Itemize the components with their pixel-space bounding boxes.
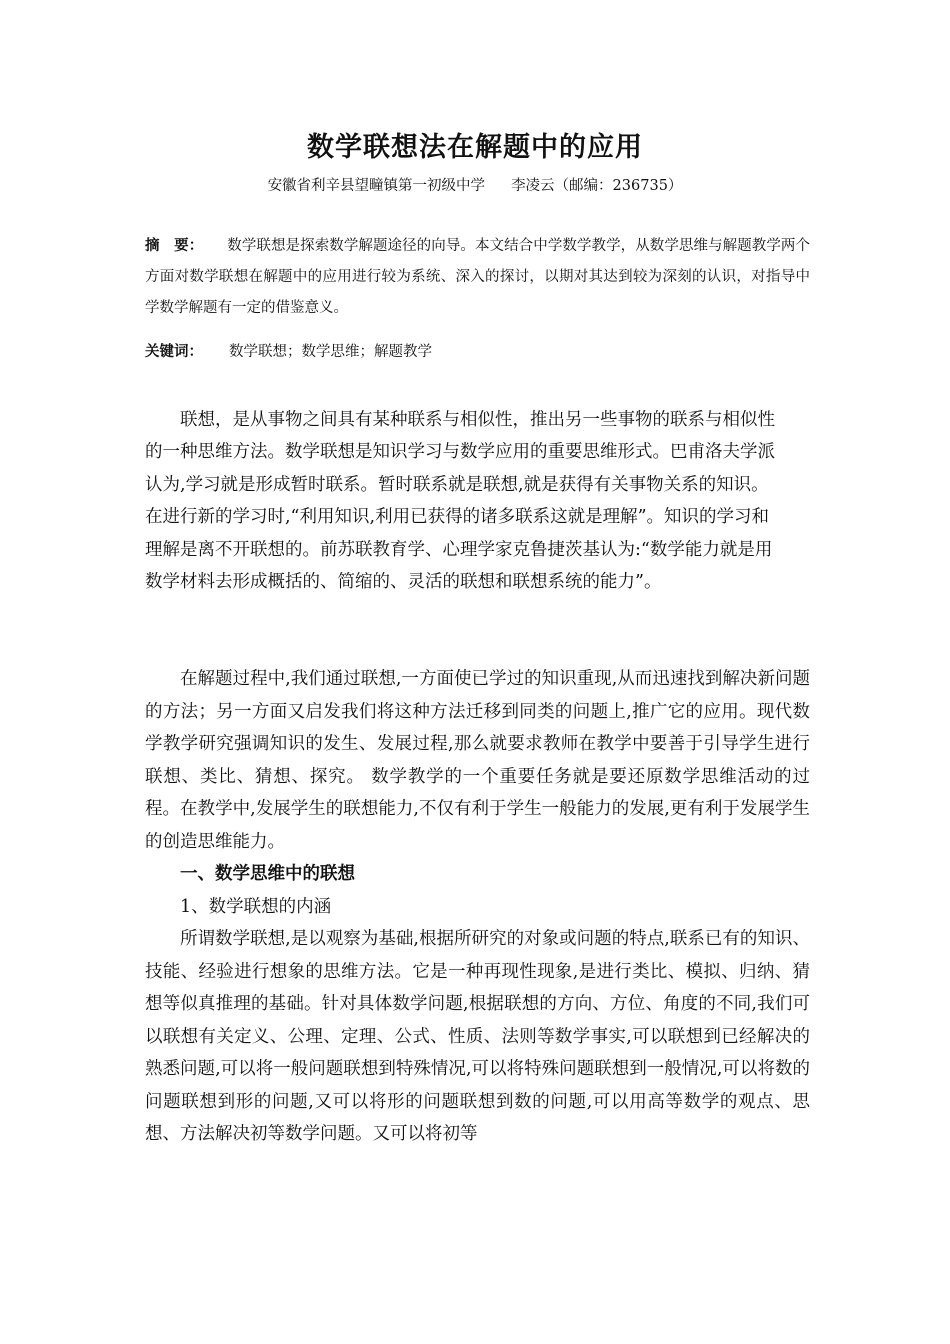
keywords-label: 关键词： <box>145 344 203 360</box>
body-paragraph-2: 在解题过程中,我们通过联想,一方面使已学过的知识重现,从而迅速找到解决新问题的方法；另一方面又启发我们将这种方法迁移到同类的问题上,推广它的应用。现代数学教学研究强调知识的发生、发展过程,那么就要求教师在教学中要善于引导学生进行联想、类比、猜想、探究。 数学教学的一个重要任务就是要还原数学思维活动的过程。在教学中,发展学生的联想能力,不仅有利于学生一般能力的发展,更有利于发展学生的创造思维能力。 <box>145 669 810 852</box>
author-byline <box>0 176 950 196</box>
subsection-heading-1: 1、数学联想的内涵 <box>180 896 332 917</box>
abstract <box>145 231 810 324</box>
abstract-text: 数学联想是探索数学解题途径的向导。本文结合中学数学教学，从数学思维与解题教学两个方面对数学联想在解题中的应用进行较为系统、深入的探讨，以期对其达到较为深刻的认识，对指导中学数学解题有一定的借鉴意义。 <box>145 238 810 316</box>
keywords-text: 数学联想；数学思维；解题教学 <box>229 344 432 360</box>
intro-section <box>145 404 780 598</box>
keywords <box>145 340 810 364</box>
abstract-label: 摘 要： <box>145 238 204 254</box>
page-title: 数学联想法在解题中的应用 <box>307 132 643 163</box>
main-section <box>145 663 810 1151</box>
school-name: 安徽省利辛县望疃镇第一初级中学 <box>267 178 486 194</box>
section-heading-1: 一、数学思维中的联想 <box>180 864 355 884</box>
body-paragraph-1: 联想，是从事物之间具有某种联系与相似性，推出另一些事物的联系与相似性的一种思维方法。数学联想是知识学习与数学应用的重要思维形式。巴甫洛夫学派认为,学习就是形成暂时联系。暂时联系就是联想,就是获得有关事物关系的知识。在进行新的学习时,“利用知识,利用已获得的诸多联系这就是理解”。知识的学习和理解是离不开联想的。前苏联教育学、心理学家克鲁捷茨基认为:“数学能力就是用数学材料去形成概括的、简缩的、灵活的联想和联想系统的能力”。 <box>145 410 775 593</box>
body-paragraph-3: 所谓数学联想,是以观察为基础,根据所研究的对象或问题的特点,联系已有的知识、技能、经验进行想象的思维方法。它是一种再现性现象,是进行类比、模拟、归纳、猜想等似真推理的基础。针对具体数学问题,根据联想的方向、方位、角度的不同,我们可以联想有关定义、公理、定理、公式、性质、法则等数学事实,可以联想到已经解决的熟悉问题,可以将一般问题联想到特殊情况,可以将特殊问题联想到一般情况,可以将数的问题联想到形的问题,又可以将形的问题联想到数的问题,可以用高等数学的观点、思想、方法解决初等数学问题。又可以将初等 <box>145 929 810 1144</box>
author-name: 李凌云（邮编：236735） <box>511 178 683 194</box>
